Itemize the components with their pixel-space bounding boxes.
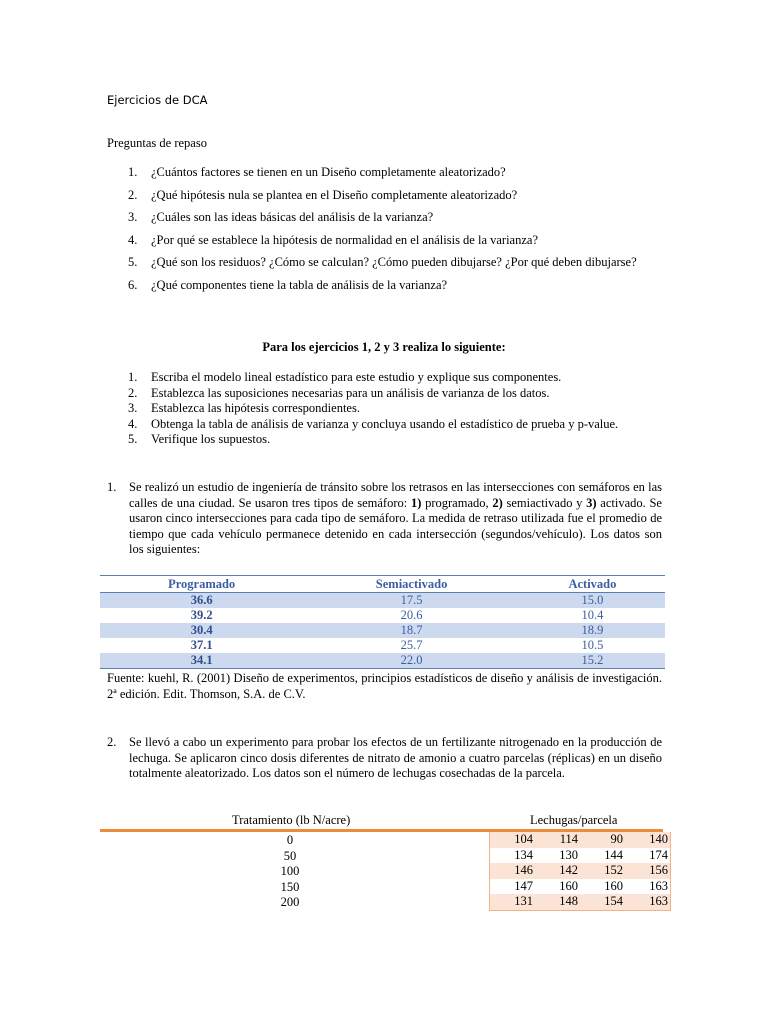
review-questions-list [128,165,662,300]
exercise-2 [107,735,662,782]
table-row: 131 148 154 163 [490,894,671,910]
table-row: 37.1 25.7 10.5 [190,638,604,652]
list-item: 3. ¿Cuáles son las ideas básicas del análisis de la varianza? [128,210,434,224]
exercise-text: Se realizó un estudio de ingeniería de tránsito sobre los retrasos en las intersecciones con semáforos en las calles de una ciudad. Se usaron tres tipos de semáforo: 1) programado, 2) semiactivado y 3) activado. Se usaron cinco intersecciones para cada tipo de semáforo. La medida de retraso utilizada fue el promedio de tiempo que cada vehículo permanece detenido en cada intersección (segundos/vehículo). Los datos son los siguientes: [129,480,662,556]
list-item: 4. Obtenga la tabla de análisis de varianza y concluya usando el estadístico de prueba y p-value. [128,416,619,431]
table-row: 34.1 22.0 15.2 [100,653,665,669]
exercise-number: 2. [107,735,117,749]
lettuce-table [489,832,671,911]
table-row: 39.2 20.6 10.4 [190,608,604,622]
list-item: 5. Verifique los supuestos. [128,432,271,446]
list-item: 4. ¿Por qué se establece la hipótesis de normalidad en el análisis de la varianza? [128,232,538,247]
treatment-value: 0 [286,833,294,847]
list-item: 2. Establezca las suposiciones necesarias para un análisis de varianza de los datos. [128,385,550,400]
table-row: 134 130 144 174 [514,847,668,862]
document-title: Ejercicios de DCA [107,93,208,107]
column-header: Activado [520,576,665,593]
table-row: 36.6 17.5 15.0 [100,593,665,609]
column-header: Semiactivado [303,576,520,593]
treatment-column-header: Tratamiento (lb N/acre) [232,813,351,827]
column-header: Programado [100,576,303,593]
list-item: 6. ¿Qué componentes tiene la tabla de análisis de la varianza? [128,277,448,292]
list-item: 1. ¿Cuántos factores se tienen en un Diseño completamente aleatorizado? [128,165,506,179]
list-item: 3. Establezca las hipótesis correspondientes. [128,401,360,415]
table-row: 30.4 18.7 18.9 [100,623,665,638]
table-row: 146 142 152 156 [490,863,671,879]
review-heading: Preguntas de repaso [107,136,207,150]
exercise-text: Se llevó a cabo un experimento para probar los efectos de un fertilizante nitrogenado en la producción de lechuga. Se aplicaron cinco dosis diferentes de nitrato de amonio a cuatro parcelas (réplicas) en un diseño totalmente aleatorizado. Los datos son el número de lechugas cosechadas de la parcela. [129,735,662,780]
treatment-value: 150 [280,879,300,894]
list-item: 2. ¿Qué hipótesis nula se plantea en el Diseño completamente aleatorizado? [128,187,518,202]
section-heading: Para los ejercicios 1, 2 y 3 realiza lo siguiente: [262,340,506,354]
list-item: 5. ¿Qué son los residuos? ¿Cómo se calculan? ¿Cómo pueden dibujarse? ¿Por qué deben dibujarse? [128,255,637,269]
treatment-column [220,833,360,911]
table-row: 104 114 90 140 [490,832,671,848]
lettuce-column-header: Lechugas/parcela [530,813,618,827]
treatment-value: 50 [283,848,297,863]
instructions-list [128,370,668,448]
signal-delay-table [100,575,665,669]
exercise-number: 1. [107,480,117,494]
exercise-1 [107,480,662,558]
source-citation: Fuente: kuehl, R. (2001) Diseño de experimentos, principios estadísticos de diseño y análisis de investigación. 2ª edición. Edit. Thomson, S.A. de C.V. [107,671,662,701]
table-row: 147 160 160 163 [514,878,668,893]
treatment-value: 200 [280,895,300,909]
list-item: 1. Escriba el modelo lineal estadístico para este estudio y explique sus componentes. [128,370,562,384]
treatment-value: 100 [280,864,300,878]
